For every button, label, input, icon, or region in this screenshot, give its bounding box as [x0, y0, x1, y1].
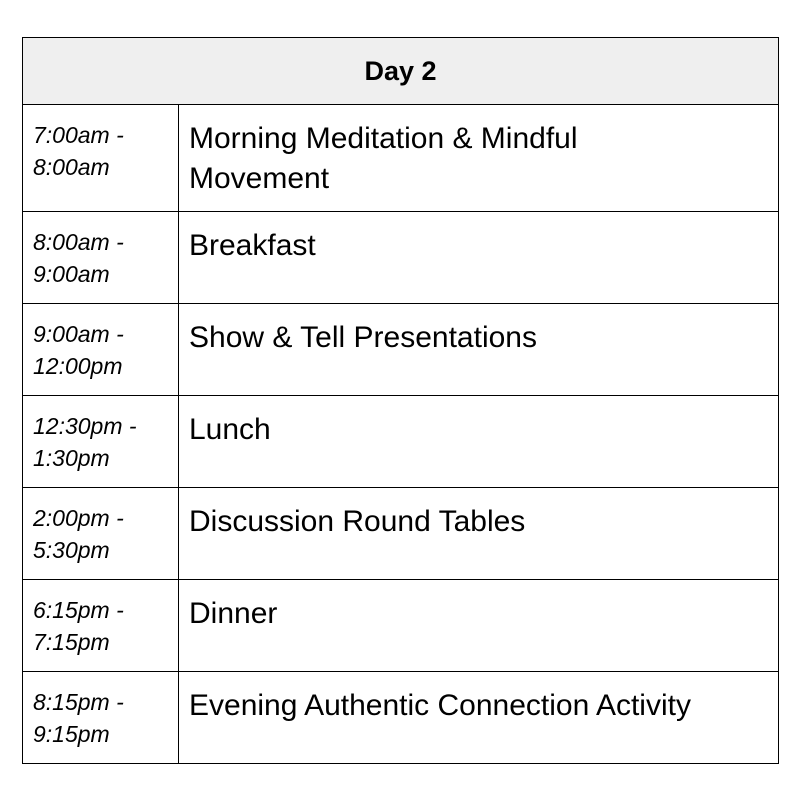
time-start: 8:15pm - [33, 689, 124, 715]
time-start: 2:00pm - [33, 505, 124, 531]
table-row [23, 580, 779, 672]
time-cell [23, 304, 179, 396]
header-row [23, 38, 779, 105]
time-start: 12:30pm - [33, 413, 137, 439]
activity-cell [179, 396, 779, 488]
activity-cell [179, 672, 779, 764]
table-row [23, 304, 779, 396]
time-end: 9:15pm [33, 721, 110, 747]
activity-cell [179, 304, 779, 396]
time-start: 8:00am - [33, 229, 124, 255]
activity-name: Breakfast [189, 229, 316, 262]
table-row [23, 672, 779, 764]
activity-name: Lunch [189, 413, 271, 446]
activity-name: Evening Authentic Connection Activity [189, 689, 691, 722]
table-row [23, 488, 779, 580]
activity-cell [179, 212, 779, 304]
activity-name: Show & Tell Presentations [189, 321, 537, 354]
table-row [23, 212, 779, 304]
schedule-table [22, 37, 779, 764]
activity-name: Morning Meditation & Mindful [189, 122, 578, 155]
time-cell [23, 105, 179, 212]
table-row [23, 105, 779, 212]
day-title: Day 2 [23, 38, 779, 105]
activity-name: Dinner [189, 597, 278, 630]
activity-cell [179, 488, 779, 580]
activity-cell [179, 580, 779, 672]
activity-name-continued: Movement [189, 162, 330, 195]
time-end: 5:30pm [33, 537, 110, 563]
time-end: 7:15pm [33, 629, 110, 655]
time-start: 7:00am - [33, 122, 124, 148]
time-cell [23, 672, 179, 764]
time-end: 1:30pm [33, 445, 110, 471]
time-start: 6:15pm - [33, 597, 124, 623]
time-cell [23, 488, 179, 580]
time-start: 9:00am - [33, 321, 124, 347]
time-cell [23, 212, 179, 304]
time-cell [23, 396, 179, 488]
time-end: 12:00pm [33, 353, 123, 379]
time-end: 8:00am [33, 154, 110, 180]
time-end: 9:00am [33, 261, 110, 287]
table-row [23, 396, 779, 488]
activity-cell [179, 105, 779, 212]
activity-name: Discussion Round Tables [189, 505, 526, 538]
time-cell [23, 580, 179, 672]
